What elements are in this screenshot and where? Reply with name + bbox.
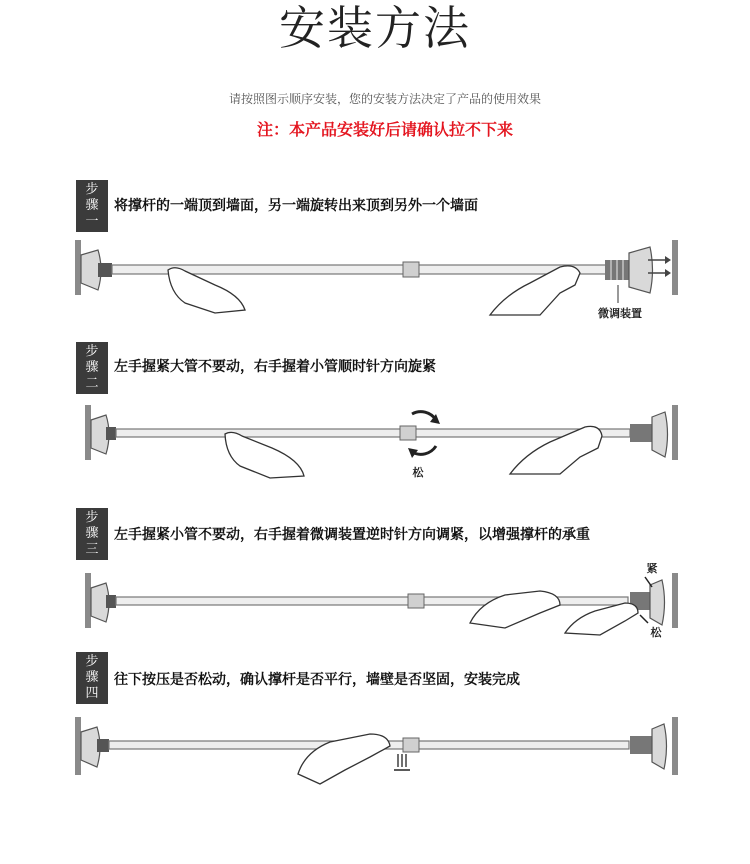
step-1 [0,180,750,350]
rod [116,429,630,437]
right-wall [672,240,678,295]
right-hand [565,603,638,635]
subtitle: 请按照图示顺序安装，您的安装方法决定了产品的使用效果 [228,92,541,106]
right-wall [672,405,678,460]
left-wall [85,405,91,460]
adjust-device [630,736,652,754]
left-end-cap [106,595,116,608]
warning-note: 注：本产品安装好后请确认拉不下来 [256,120,513,139]
right-suction-pad [652,412,668,457]
left-end-cap [106,427,116,440]
rod-joint [408,594,424,608]
left-wall [85,573,91,628]
right-suction-pad [652,724,667,769]
loose-label: 松 [412,466,424,479]
tight-arrow-icon [645,577,652,587]
right-suction-pad [629,247,653,293]
adjust-device [630,424,652,442]
step-badge: 步 骤 一 [76,180,108,232]
left-end-cap [97,739,109,752]
left-hand [225,432,304,478]
step-badge: 步 骤 二 [76,342,108,394]
adjust-device-label: 微调装置 [598,307,642,320]
step-instruction: 左手握紧小管不要动，右手握着微调装置逆时针方向调紧，以增强撑杆的承重 [114,527,590,543]
rotate-arrow-icon [412,412,436,420]
step-instruction: 往下按压是否松动，确认撑杆是否平行，墙壁是否坚固，安装完成 [114,672,520,688]
left-wall [75,717,81,775]
step-instruction: 将撑杆的一端顶到墙面，另一端旋转出来顶到另外一个墙面 [114,198,478,214]
left-end-cap [98,263,112,277]
left-wall [75,240,81,295]
loose-arrow-icon [640,615,648,623]
page-title: 安装方法 [279,1,471,55]
step-4 [0,652,750,822]
step-badge: 步 骤 四 [76,652,108,704]
tight-label: 紧 [646,563,658,575]
step-4-illustration [0,712,750,862]
step-badge: 步 骤 三 [76,508,108,560]
step-instruction: 左手握紧大管不要动，右手握着小管顺时针方向旋紧 [114,359,436,375]
right-wall [672,573,678,628]
step-2 [0,342,750,512]
loose-label: 松 [650,626,662,639]
rod-joint [403,738,419,752]
rod-joint [403,262,419,277]
rod-joint [400,426,416,440]
right-wall [672,717,678,775]
